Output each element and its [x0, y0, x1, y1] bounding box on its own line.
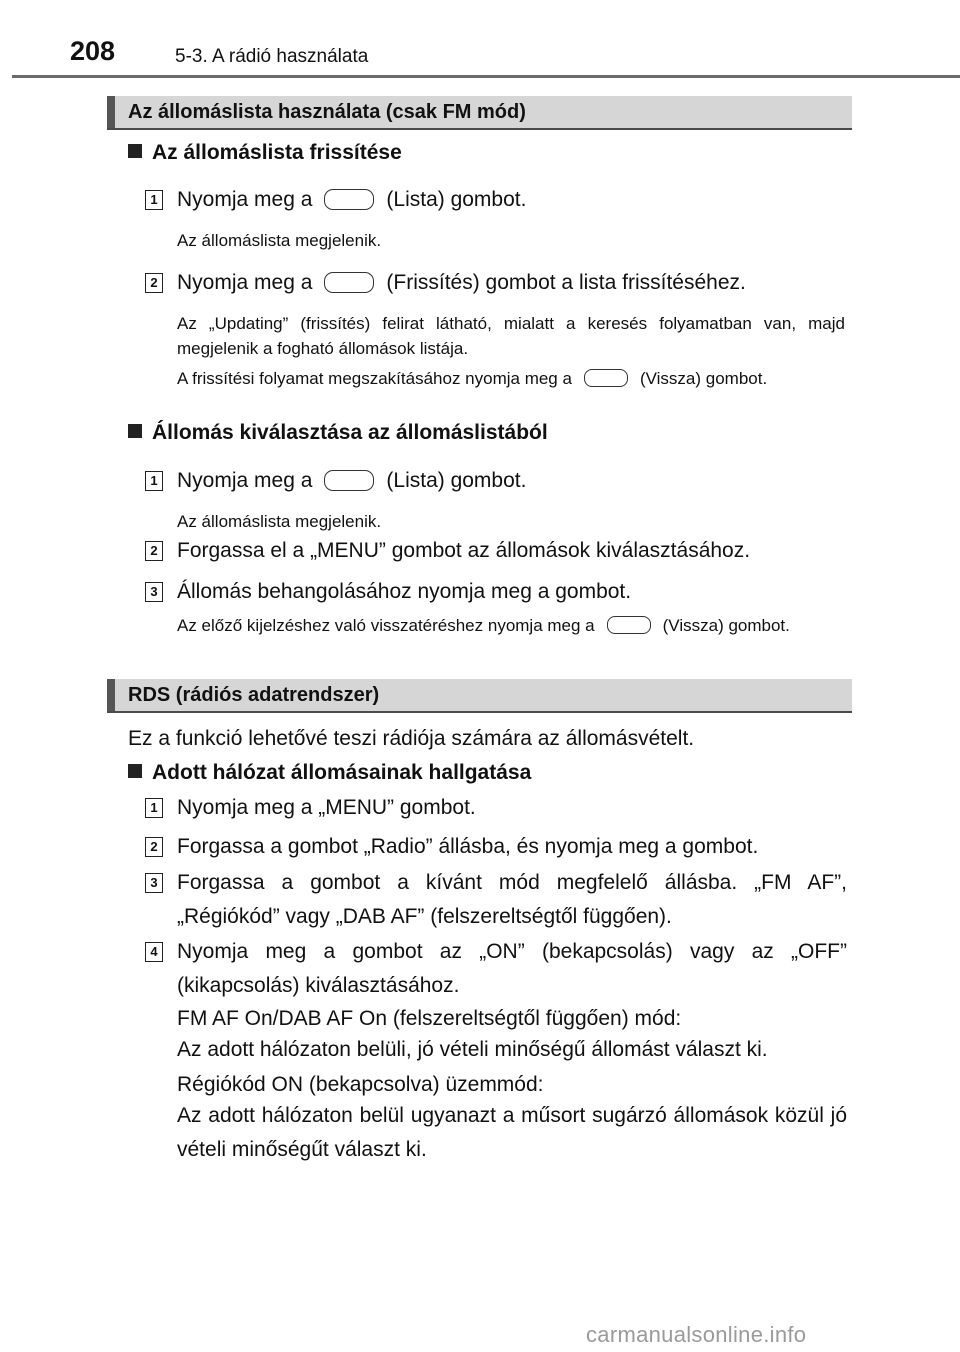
step-text: Nyomja meg a gombot az „ON” (bekapcsolás) vagy az „OFF” (kikapcsolás) kiválasztásához. — [177, 940, 847, 997]
note-text-pre: A frissítési folyamat megszakításához nyomja meg a — [177, 369, 572, 388]
square-bullet-icon — [128, 144, 142, 158]
step-text-pre: Nyomja meg a — [177, 188, 313, 211]
step-number: 2 — [145, 837, 163, 857]
step-note — [177, 613, 845, 638]
step-text: Állomás behangolásához nyomja meg a gombot. — [177, 580, 632, 603]
step-text — [177, 464, 847, 498]
step-note: Az állomáslista megjelenik. — [177, 231, 382, 250]
intro-text: Ez a funkció lehetővé teszi rádiója számára az állomásvételt. — [128, 727, 695, 750]
section-title: RDS (rádiós adatrendszer) — [128, 684, 380, 706]
step-text-post: (Lista) gombot. — [386, 188, 527, 211]
list-button-icon — [324, 470, 374, 491]
mode-description-line: Az adott hálózaton belüli, jó vételi minőségű állomást választ ki. — [177, 1038, 768, 1061]
step-text-pre: Nyomja meg a — [177, 271, 313, 294]
step-number: 1 — [145, 798, 163, 818]
mode-description-line: Régiókód ON (bekapcsolva) üzemmód: — [177, 1073, 544, 1096]
step-note: Az „Updating” (frissítés) felirat látható, mialatt a keresés folyamatban van, majd megjelenik a fogható állomások listája. — [177, 314, 845, 358]
section-accent — [107, 679, 115, 711]
square-bullet-icon — [128, 764, 142, 778]
mode-description-line: Az adott hálózaton belül ugyanazt a műsort sugárzó állomások közül jó vételi minőségűt választ ki. — [177, 1104, 847, 1161]
watermark: carmanualsonline.info — [586, 1322, 807, 1347]
step-text-post: (Frissítés) gombot a lista frissítéséhez. — [386, 271, 746, 294]
step-text: Forgassa el a „MENU” gombot az állomások kiválasztásához. — [177, 539, 751, 562]
back-button-icon — [607, 616, 651, 634]
sub-heading-refresh — [128, 141, 402, 165]
sub-heading-select-station — [128, 421, 548, 445]
header-divider — [12, 75, 960, 78]
step-text: Forgassa a gombot a kívánt mód megfelelő állásba. „FM AF”, „Régiókód” vagy „DAB AF” (felszereltségtől függően). — [177, 871, 847, 928]
step-number: 3 — [145, 873, 163, 893]
step-note — [177, 366, 845, 391]
step-number: 1 — [145, 471, 163, 491]
list-button-icon — [324, 189, 374, 210]
step-number: 1 — [145, 190, 163, 210]
note-text-post: (Vissza) gombot. — [639, 369, 768, 388]
section-title: Az állomáslista használata (csak FM mód) — [128, 101, 526, 123]
step-text-pre: Nyomja meg a — [177, 469, 313, 492]
chapter-title: 5-3. A rádió használata — [175, 46, 369, 67]
back-button-icon — [584, 369, 628, 387]
step-note: Az állomáslista megjelenik. — [177, 512, 382, 531]
step-number: 2 — [145, 273, 163, 293]
section-heading-station-list — [107, 96, 852, 130]
page-number: 208 — [70, 36, 116, 66]
sub-heading-text: Állomás kiválasztása az állomáslistából — [152, 421, 548, 444]
square-bullet-icon — [128, 424, 142, 438]
section-accent — [107, 96, 115, 128]
sub-heading-text: Az állomáslista frissítése — [152, 141, 402, 164]
note-text-post: (Vissza) gombot. — [662, 616, 790, 635]
step-text-post: (Lista) gombot. — [386, 469, 527, 492]
sub-heading-text: Adott hálózat állomásainak hallgatása — [152, 761, 532, 784]
mode-description-line: FM AF On/DAB AF On (felszereltségtől függően) mód: — [177, 1007, 682, 1030]
step-text — [177, 183, 847, 217]
step-text — [177, 266, 847, 300]
note-text-pre: Az előző kijelzéshez való visszatéréshez nyomja meg a — [177, 616, 595, 635]
step-number: 3 — [145, 582, 163, 602]
step-text: Forgassa a gombot „Radio” állásba, és nyomja meg a gombot. — [177, 835, 759, 858]
section-heading-rds — [107, 679, 852, 713]
step-number: 2 — [145, 541, 163, 561]
refresh-button-icon — [324, 272, 374, 293]
sub-heading-network — [128, 761, 531, 785]
step-text: Nyomja meg a „MENU” gombot. — [177, 796, 476, 819]
step-number: 4 — [145, 942, 163, 962]
